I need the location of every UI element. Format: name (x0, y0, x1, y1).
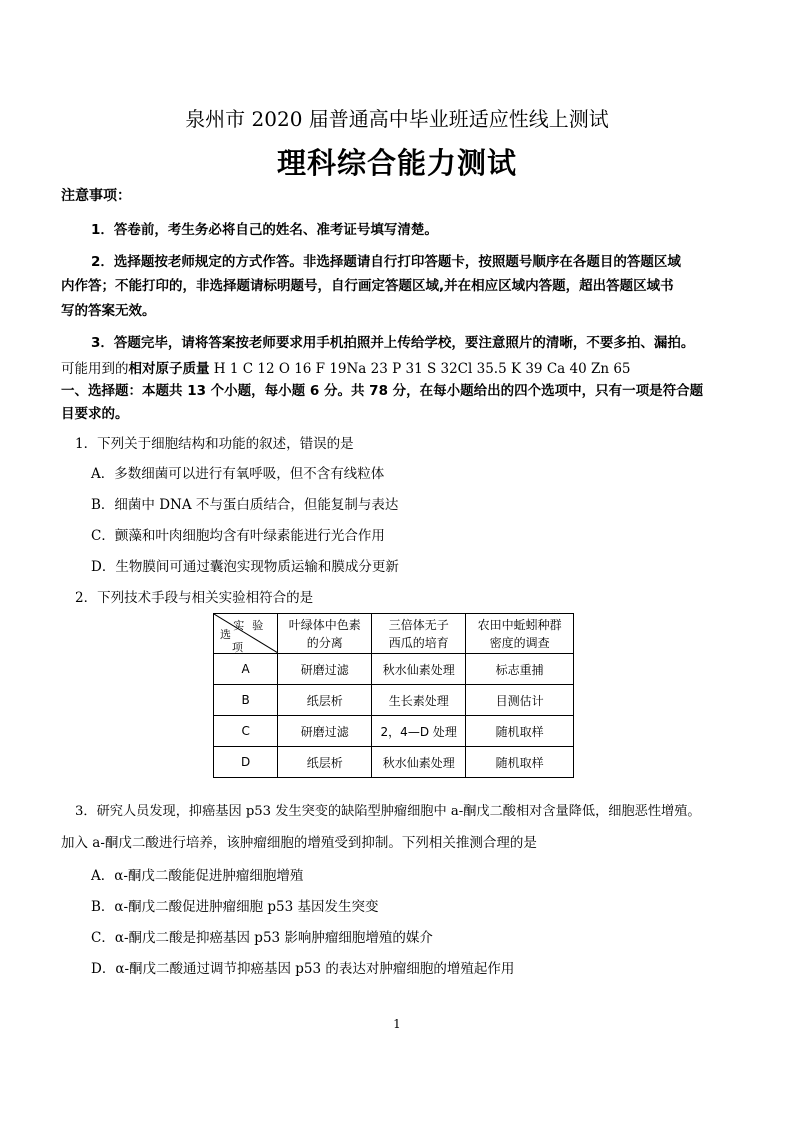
notice-item-3: 3．答题完毕，请将答案按老师要求用手机拍照并上传给学校，要注意照片的清晰，不要多拍、漏拍。 (91, 335, 695, 351)
table-cell: 研磨过滤 (278, 716, 372, 747)
exam-subtitle: 泉州市 2020 届普通高中毕业班适应性线上测试 (185, 107, 609, 131)
question-3-stem: 3．研究人员发现，抑癌基因 p53 发生突变的缺陷型肿瘤细胞中 a-酮戊二酸相对含量降低，细胞恶性增殖。 (75, 804, 701, 819)
page-number: 1 (393, 1017, 401, 1031)
header-earthworm-density (466, 614, 574, 654)
table-cell: D (214, 747, 278, 778)
table-cell: 2，4—D 处理 (372, 716, 466, 747)
question-3-option-b: B．α-酮戊二酸促进肿瘤细胞 p53 基因发生突变 (91, 899, 379, 915)
question-2-table (213, 613, 574, 778)
corner-label-option-2: 项 (232, 641, 243, 654)
atomic-mass-label: 相对原子质量 (128, 361, 210, 377)
header-line: 农田中蚯蚓种群 (477, 617, 562, 632)
table-cell: 秋水仙素处理 (372, 654, 466, 685)
question-3-option-c: C．α-酮戊二酸是抑癌基因 p53 影响肿瘤细胞增殖的媒介 (91, 930, 433, 946)
question-3-option-a: A．α-酮戊二酸能促进肿瘤细胞增殖 (91, 868, 304, 884)
table-row (214, 685, 574, 716)
header-line: 叶绿体中色素 (288, 617, 361, 632)
table-cell: 随机取样 (466, 716, 574, 747)
table-cell: A (214, 654, 278, 685)
header-line: 的分离 (306, 635, 343, 650)
table-corner-cell (214, 614, 278, 654)
notice-item-2-cont: 内作答；不能打印的，非选择题请标明题号，自行画定答题区域,并在相应区域内答题，超出答题区域书 (61, 278, 674, 294)
section-heading: 一、选择题：本题共 13 个小题，每小题 6 分。共 78 分，在每小题给出的四个选项中，只有一项是符合题 (61, 383, 704, 399)
question-1-option-c: C．颤藻和叶肉细胞均含有叶绿素能进行光合作用 (91, 528, 385, 544)
question-1-option-d: D．生物膜间可通过囊泡实现物质运输和膜成分更新 (91, 559, 399, 575)
table-cell: 标志重捕 (466, 654, 574, 685)
table-cell: C (214, 716, 278, 747)
question-1-option-b: B．细菌中 DNA 不与蛋白质结合，但能复制与表达 (91, 497, 399, 513)
table-cell: B (214, 685, 278, 716)
table-row (214, 654, 574, 685)
header-line: 密度的调查 (489, 635, 550, 650)
header-triploid-watermelon (372, 614, 466, 654)
table-cell: 随机取样 (466, 747, 574, 778)
exam-title: 理科综合能力测试 (276, 146, 517, 180)
notice-item-2-cont2: 写的答案无效。 (61, 303, 156, 319)
section-heading-cont: 目要求的。 (61, 406, 129, 422)
table-cell: 目测估计 (466, 685, 574, 716)
corner-label-experiment: 实验 (233, 619, 272, 632)
atomic-mass-values: H 1 C 12 O 16 F 19Na 23 P 31 S 32Cl 35.5 K 39 Ca 40 Zn 65 (213, 361, 631, 377)
corner-label-option-1: 选 (220, 628, 231, 641)
header-line: 三倍体无子 (388, 617, 449, 632)
table-cell: 生长素处理 (372, 685, 466, 716)
table-cell: 秋水仙素处理 (372, 747, 466, 778)
notice-item-1: 1．答卷前，考生务必将自己的姓名、准考证号填写清楚。 (91, 222, 438, 238)
table-row (214, 747, 574, 778)
notice-heading: 注意事项： (61, 188, 131, 204)
table-cell: 纸层析 (278, 747, 372, 778)
table-cell: 研磨过滤 (278, 654, 372, 685)
question-1-option-a: A．多数细菌可以进行有氧呼吸，但不含有线粒体 (91, 466, 385, 482)
table-row (214, 716, 574, 747)
header-line: 西瓜的培育 (388, 635, 449, 650)
question-3-stem-cont: 加入 a-酮戊二酸进行培养，该肿瘤细胞的增殖受到抑制。下列相关推测合理的是 (61, 835, 537, 851)
question-1-stem: 1．下列关于细胞结构和功能的叙述，错误的是 (75, 436, 354, 452)
table-cell: 纸层析 (278, 685, 372, 716)
question-3-option-d: D．α-酮戊二酸通过调节抑癌基因 p53 的表达对肿瘤细胞的增殖起作用 (91, 961, 515, 977)
atomic-mass-line (61, 357, 631, 377)
header-pigment-separation (278, 614, 372, 654)
notice-item-2: 2．选择题按老师规定的方式作答。非选择题请自行打印答题卡，按照题号顺序在各题目的答题区域 (91, 254, 681, 270)
question-2-stem: 2．下列技术手段与相关实验相符合的是 (75, 590, 314, 606)
atomic-mass-prefix: 可能用到的 (61, 361, 129, 377)
